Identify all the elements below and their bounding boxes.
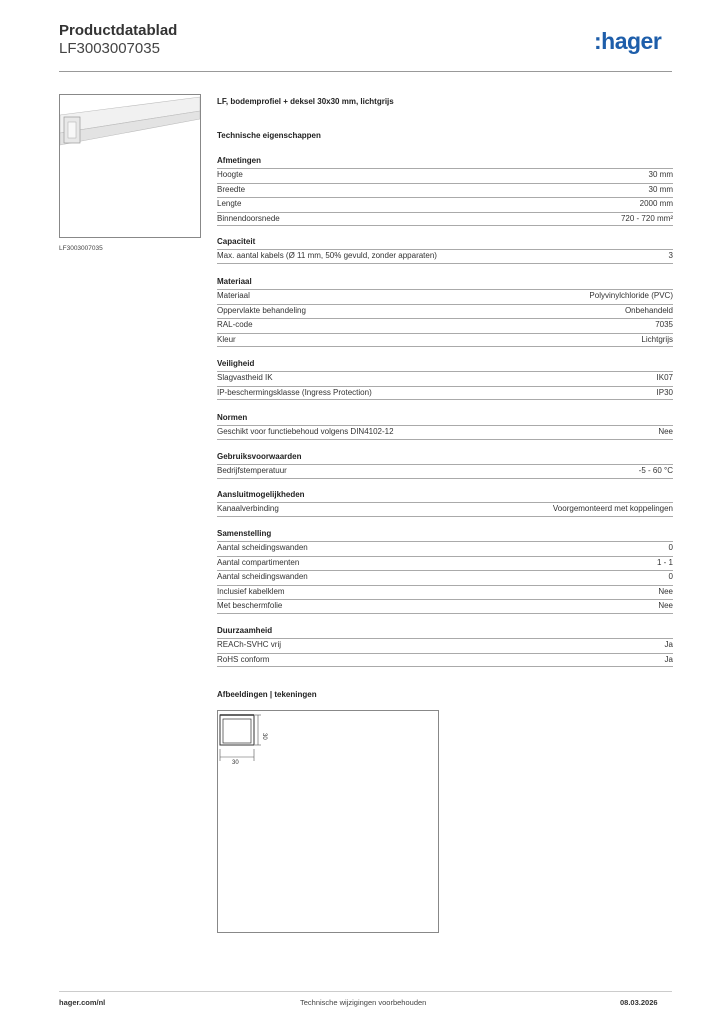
spec-label: Geschikt voor functiebehoud volgens DIN4102-12	[217, 427, 394, 436]
spec-label: RoHS conform	[217, 654, 270, 664]
drawing-height-label: 30	[261, 733, 267, 740]
product-description: LF, bodemprofiel + deksel 30x30 mm, lichtgrijs	[217, 97, 394, 106]
section-title: Duurzaamheid	[217, 626, 273, 635]
section-title: Aansluitmogelijkheden	[217, 490, 305, 499]
section-title: Materiaal	[217, 277, 252, 286]
spec-row	[217, 249, 673, 264]
section-title: Normen	[217, 413, 248, 422]
spec-row	[217, 638, 673, 653]
image-caption: LF3003007035	[59, 245, 103, 252]
product-code: LF3003007035	[59, 40, 160, 57]
spec-label: Oppervlakte behandeling	[217, 305, 306, 315]
spec-label: Binnendoorsnede	[217, 213, 280, 223]
spec-label: Kanaalverbinding	[217, 504, 279, 513]
drawings-heading: Afbeeldingen | tekeningen	[217, 690, 317, 699]
spec-row	[217, 541, 673, 556]
spec-row	[217, 168, 673, 183]
spec-label: RAL-code	[217, 320, 253, 329]
spec-row	[217, 599, 673, 614]
spec-label: IP-beschermingsklasse (Ingress Protection)	[217, 387, 372, 397]
spec-row	[217, 304, 673, 319]
spec-value: Nee	[658, 586, 673, 596]
page-title: Productdatablad	[59, 22, 178, 39]
spec-row	[217, 289, 673, 304]
spec-value: IP30	[656, 387, 673, 397]
spec-row	[217, 502, 673, 517]
header-divider	[59, 71, 672, 72]
spec-row	[217, 183, 673, 198]
hager-logo: :hager	[594, 28, 662, 54]
spec-row	[217, 318, 673, 333]
section-title: Capaciteit	[217, 237, 256, 246]
spec-label: Materiaal	[217, 291, 250, 300]
spec-value: 30 mm	[648, 170, 673, 179]
spec-value: 2000 mm	[639, 199, 673, 208]
spec-row	[217, 464, 673, 479]
footer-note: Technische wijzigingen voorbehouden	[300, 998, 427, 1007]
spec-label: Bedrijfstemperatuur	[217, 466, 287, 475]
spec-row	[217, 570, 673, 585]
spec-label: Kleur	[217, 334, 236, 344]
section-title: Veiligheid	[217, 359, 255, 368]
technical-drawing	[217, 710, 439, 933]
section-title: Samenstelling	[217, 529, 272, 538]
spec-row	[217, 653, 673, 668]
spec-value: 1 - 1	[656, 557, 673, 567]
product-image	[59, 94, 201, 238]
spec-label: Hoogte	[217, 170, 243, 179]
drawing-width-label: 30	[232, 760, 239, 766]
spec-row	[217, 425, 673, 440]
spec-label: Slagvastheid IK	[217, 373, 273, 382]
spec-row	[217, 556, 673, 571]
spec-value: 0	[668, 572, 673, 581]
spec-value: Lichtgrijs	[641, 334, 673, 344]
spec-value: -5 - 60 °C	[638, 466, 673, 475]
spec-row	[217, 585, 673, 600]
spec-row	[217, 371, 673, 386]
section-title: Gebruiksvoorwaarden	[217, 452, 302, 461]
spec-value: Nee	[658, 427, 673, 436]
spec-label: Lengte	[217, 199, 242, 208]
section-title: Afmetingen	[217, 156, 261, 165]
tech-heading: Technische eigenschappen	[217, 131, 321, 140]
spec-value: Onbehandeld	[624, 305, 673, 315]
spec-row	[217, 212, 673, 227]
spec-value: 0	[668, 543, 673, 552]
footer-date: 08.03.2026	[620, 998, 658, 1007]
spec-row	[217, 333, 673, 348]
spec-label: Aantal scheidingswanden	[217, 572, 308, 581]
spec-value: 720 - 720 mm²	[620, 213, 673, 223]
spec-row	[217, 386, 673, 401]
spec-label: Inclusief kabelklem	[217, 586, 285, 596]
spec-row	[217, 197, 673, 212]
spec-value: 30 mm	[648, 184, 673, 194]
spec-label: Breedte	[217, 184, 246, 194]
spec-value: IK07	[656, 373, 673, 382]
footer-website[interactable]: hager.com/nl	[59, 998, 106, 1007]
spec-value: Voorgemonteerd met koppelingen	[552, 504, 673, 513]
spec-label: REACh-SVHC vrij	[217, 640, 282, 649]
spec-label: Met beschermfolie	[217, 601, 283, 610]
spec-value: Ja	[664, 654, 673, 664]
spec-value: Polyvinylchloride (PVC)	[589, 291, 673, 300]
spec-value: Nee	[658, 601, 673, 610]
spec-value: 3	[668, 251, 673, 260]
footer-divider	[59, 991, 672, 992]
spec-value: Ja	[664, 640, 673, 649]
spec-label: Max. aantal kabels (Ø 11 mm, 50% gevuld, zonder apparaten)	[217, 251, 437, 260]
spec-label: Aantal scheidingswanden	[217, 543, 308, 552]
spec-label: Aantal compartimenten	[217, 557, 300, 567]
spec-value: 7035	[655, 320, 673, 329]
